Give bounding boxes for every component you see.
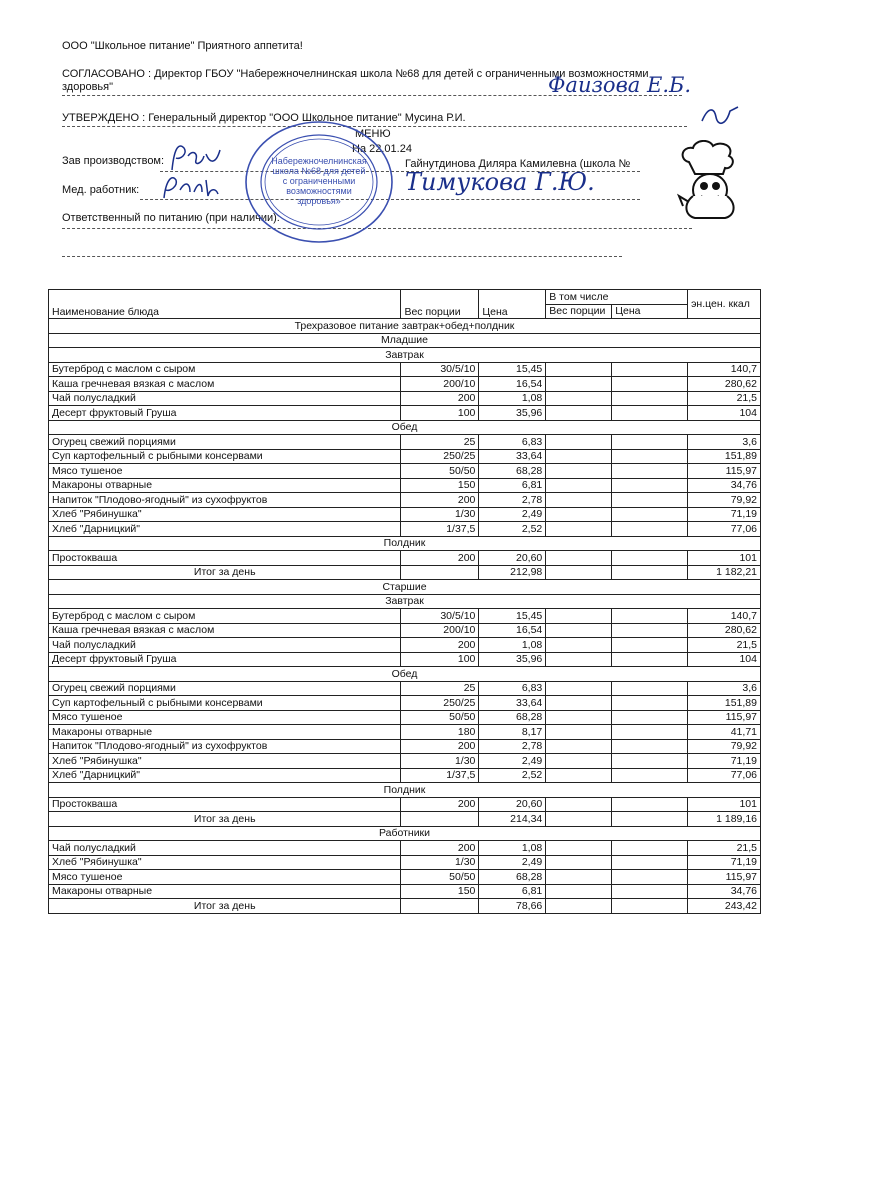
- approved-line: УТВЕРЖДЕНО : Генеральный директор "ООО Школьное питание" Мусина Р.И.: [62, 112, 466, 124]
- total-incl-price: [612, 565, 688, 580]
- incl-price: [612, 739, 688, 754]
- director-signature: Фаизова Е.Б.: [548, 73, 692, 97]
- school-stamp: [243, 120, 395, 245]
- dish-weight: 200: [401, 551, 479, 566]
- col-incl-price-header: Цена: [612, 304, 688, 319]
- dish-name: Хлеб "Рябинушка": [49, 507, 401, 522]
- dish-name: Бутерброд с маслом с сыром: [49, 362, 401, 377]
- dish-name: Простокваша: [49, 797, 401, 812]
- incl-price: [612, 551, 688, 566]
- incl-weight: [546, 739, 612, 754]
- incl-price: [612, 652, 688, 667]
- total-price: 214,34: [479, 812, 546, 827]
- dish-kcal: 115,97: [688, 464, 761, 479]
- incl-price: [612, 681, 688, 696]
- dish-name: Мясо тушеное: [49, 870, 401, 885]
- table-row: [49, 609, 761, 624]
- dish-name: Хлеб "Дарницкий": [49, 768, 401, 783]
- table-row: [49, 507, 761, 522]
- group-row: [49, 580, 761, 595]
- responsible-label: Ответственный по питанию (при наличии):: [62, 212, 280, 224]
- dish-kcal: 79,92: [688, 493, 761, 508]
- dish-price: 15,45: [479, 609, 546, 624]
- dish-weight: 180: [401, 725, 479, 740]
- dish-weight: 200: [401, 797, 479, 812]
- dish-price: 2,49: [479, 855, 546, 870]
- table-row: [49, 406, 761, 421]
- group-row: [49, 333, 761, 348]
- incl-price: [612, 435, 688, 450]
- table-row: [49, 739, 761, 754]
- dish-kcal: 3,6: [688, 435, 761, 450]
- dish-name: Бутерброд с маслом с сыром: [49, 609, 401, 624]
- total-kcal: 243,42: [688, 899, 761, 914]
- dish-kcal: 34,76: [688, 478, 761, 493]
- total-weight: [401, 812, 479, 827]
- dish-price: 6,83: [479, 681, 546, 696]
- dish-kcal: 21,5: [688, 841, 761, 856]
- incl-price: [612, 377, 688, 392]
- incl-weight: [546, 652, 612, 667]
- incl-weight: [546, 406, 612, 421]
- table-row: [49, 652, 761, 667]
- menu-title: МЕНЮ: [355, 128, 391, 140]
- incl-weight: [546, 522, 612, 537]
- org-line: ООО "Школьное питание" Приятного аппетита!: [62, 40, 303, 52]
- table-row: [49, 841, 761, 856]
- dish-name: Напиток "Плодово-ягодный" из сухофруктов: [49, 493, 401, 508]
- group-title: Работники: [49, 826, 761, 841]
- incl-price: [612, 507, 688, 522]
- meal-title: Обед: [49, 667, 761, 682]
- group-title: Младшие: [49, 333, 761, 348]
- dish-name: Чай полусладкий: [49, 841, 401, 856]
- dish-kcal: 140,7: [688, 362, 761, 377]
- dish-weight: 250/25: [401, 449, 479, 464]
- total-kcal: 1 182,21: [688, 565, 761, 580]
- table-row: [49, 870, 761, 885]
- meal-row: [49, 348, 761, 363]
- col-weight-header: Вес порции: [401, 290, 479, 319]
- med-signature: Тимукова Г.Ю.: [405, 168, 595, 196]
- dish-weight: 1/30: [401, 754, 479, 769]
- col-name-header: Наименование блюда: [49, 290, 401, 319]
- dish-weight: 25: [401, 435, 479, 450]
- dish-name: Десерт фруктовый Груша: [49, 652, 401, 667]
- dish-price: 68,28: [479, 464, 546, 479]
- dish-kcal: 151,89: [688, 449, 761, 464]
- dish-kcal: 3,6: [688, 681, 761, 696]
- dish-kcal: 115,97: [688, 870, 761, 885]
- group-title: Старшие: [49, 580, 761, 595]
- dish-name: Мясо тушеное: [49, 464, 401, 479]
- dish-weight: 200: [401, 739, 479, 754]
- dish-weight: 50/50: [401, 464, 479, 479]
- table-row: [49, 797, 761, 812]
- incl-weight: [546, 696, 612, 711]
- dish-weight: 50/50: [401, 710, 479, 725]
- incl-weight: [546, 768, 612, 783]
- agreed-line: СОГЛАСОВАНО : Директор ГБОУ "Набережночелнинская школа №68 для детей с ограниченными возможностями: [62, 68, 649, 80]
- incl-weight: [546, 884, 612, 899]
- dish-weight: 1/30: [401, 507, 479, 522]
- dish-name: Суп картофельный с рыбными консервами: [49, 696, 401, 711]
- dish-name: Каша гречневая вязкая с маслом: [49, 623, 401, 638]
- meal-title: Завтрак: [49, 594, 761, 609]
- med-label: Мед. работник:: [62, 184, 140, 196]
- dish-price: 68,28: [479, 710, 546, 725]
- dish-name: Огурец свежий порциями: [49, 681, 401, 696]
- dish-price: 1,08: [479, 391, 546, 406]
- dish-kcal: 71,19: [688, 754, 761, 769]
- dish-kcal: 77,06: [688, 522, 761, 537]
- total-row: [49, 812, 761, 827]
- table-row: [49, 768, 761, 783]
- dish-price: 2,52: [479, 522, 546, 537]
- dish-price: 2,78: [479, 739, 546, 754]
- dish-price: 33,64: [479, 449, 546, 464]
- col-price-header: Цена: [479, 290, 546, 319]
- incl-price: [612, 522, 688, 537]
- group-row: [49, 826, 761, 841]
- meal-row: [49, 667, 761, 682]
- dish-price: 15,45: [479, 362, 546, 377]
- incl-price: [612, 623, 688, 638]
- meal-title: Полдник: [49, 783, 761, 798]
- dish-weight: 100: [401, 406, 479, 421]
- dish-price: 20,60: [479, 797, 546, 812]
- total-weight: [401, 565, 479, 580]
- incl-price: [612, 609, 688, 624]
- total-price: 212,98: [479, 565, 546, 580]
- dish-price: 1,08: [479, 638, 546, 653]
- incl-price: [612, 855, 688, 870]
- incl-price: [612, 841, 688, 856]
- dish-name: Чай полусладкий: [49, 391, 401, 406]
- dish-kcal: 151,89: [688, 696, 761, 711]
- table-row: [49, 522, 761, 537]
- incl-weight: [546, 609, 612, 624]
- dish-kcal: 21,5: [688, 391, 761, 406]
- total-label: Итог за день: [49, 565, 401, 580]
- dish-weight: 250/25: [401, 696, 479, 711]
- incl-weight: [546, 362, 612, 377]
- col-incl-weight-header: Вес порции: [546, 304, 612, 319]
- incl-price: [612, 797, 688, 812]
- incl-weight: [546, 464, 612, 479]
- dish-price: 16,54: [479, 623, 546, 638]
- total-weight: [401, 899, 479, 914]
- dish-price: 6,83: [479, 435, 546, 450]
- incl-weight: [546, 435, 612, 450]
- total-incl-price: [612, 899, 688, 914]
- table-row: [49, 362, 761, 377]
- dish-name: Каша гречневая вязкая с маслом: [49, 377, 401, 392]
- meal-row: [49, 536, 761, 551]
- dish-price: 35,96: [479, 652, 546, 667]
- dish-weight: 1/37,5: [401, 522, 479, 537]
- dish-weight: 200: [401, 391, 479, 406]
- dish-weight: 150: [401, 884, 479, 899]
- dish-price: 35,96: [479, 406, 546, 421]
- dish-kcal: 280,62: [688, 377, 761, 392]
- dish-price: 16,54: [479, 377, 546, 392]
- table-row: [49, 855, 761, 870]
- dish-kcal: 104: [688, 406, 761, 421]
- dish-name: Макароны отварные: [49, 478, 401, 493]
- total-incl-weight: [546, 812, 612, 827]
- dish-kcal: 115,97: [688, 710, 761, 725]
- meal-row: [49, 783, 761, 798]
- table-header-row: [49, 290, 761, 305]
- total-incl-weight: [546, 899, 612, 914]
- chef-picture: [675, 140, 745, 220]
- dish-kcal: 41,71: [688, 725, 761, 740]
- table-row: [49, 551, 761, 566]
- incl-price: [612, 493, 688, 508]
- table-row: [49, 884, 761, 899]
- dish-weight: 30/5/10: [401, 362, 479, 377]
- table-row: [49, 623, 761, 638]
- incl-price: [612, 638, 688, 653]
- table-row: [49, 377, 761, 392]
- incl-weight: [546, 623, 612, 638]
- col-incl-header: В том числе: [546, 290, 688, 305]
- dish-price: 20,60: [479, 551, 546, 566]
- dish-weight: 1/37,5: [401, 768, 479, 783]
- incl-weight: [546, 507, 612, 522]
- total-row: [49, 565, 761, 580]
- incl-price: [612, 696, 688, 711]
- incl-price: [612, 754, 688, 769]
- menu-table: [48, 289, 761, 914]
- bottom-divider: [62, 256, 622, 257]
- table-row: [49, 710, 761, 725]
- dish-kcal: 77,06: [688, 768, 761, 783]
- approver-signature-mark: [700, 103, 740, 132]
- incl-weight: [546, 493, 612, 508]
- dish-name: Суп картофельный с рыбными консервами: [49, 449, 401, 464]
- incl-weight: [546, 638, 612, 653]
- table-row: [49, 681, 761, 696]
- dish-kcal: 140,7: [688, 609, 761, 624]
- dish-price: 6,81: [479, 884, 546, 899]
- dish-name: Простокваша: [49, 551, 401, 566]
- incl-price: [612, 710, 688, 725]
- dish-price: 2,52: [479, 768, 546, 783]
- meal-title: Завтрак: [49, 348, 761, 363]
- incl-weight: [546, 681, 612, 696]
- table-row: [49, 449, 761, 464]
- dish-kcal: 280,62: [688, 623, 761, 638]
- dish-price: 2,49: [479, 507, 546, 522]
- dish-price: 68,28: [479, 870, 546, 885]
- dish-price: 6,81: [479, 478, 546, 493]
- dish-price: 1,08: [479, 841, 546, 856]
- dish-name: Мясо тушеное: [49, 710, 401, 725]
- table-row: [49, 696, 761, 711]
- med-short-signature: [160, 170, 220, 208]
- incl-price: [612, 391, 688, 406]
- dish-kcal: 21,5: [688, 638, 761, 653]
- prod-head-name: Гайнутдинова Диляра Камилевна (школа №: [405, 158, 631, 170]
- dish-weight: 150: [401, 478, 479, 493]
- incl-weight: [546, 449, 612, 464]
- dish-name: Макароны отварные: [49, 725, 401, 740]
- meal-plan-label: Трехразовое питание завтрак+обед+полдник: [49, 319, 761, 334]
- meal-plan-row: [49, 319, 761, 334]
- total-incl-price: [612, 812, 688, 827]
- incl-weight: [546, 797, 612, 812]
- total-incl-weight: [546, 565, 612, 580]
- meal-row: [49, 420, 761, 435]
- dish-kcal: 71,19: [688, 855, 761, 870]
- dish-price: 33,64: [479, 696, 546, 711]
- incl-price: [612, 725, 688, 740]
- incl-weight: [546, 478, 612, 493]
- dish-price: 8,17: [479, 725, 546, 740]
- dish-kcal: 101: [688, 797, 761, 812]
- dish-weight: 100: [401, 652, 479, 667]
- dish-weight: 30/5/10: [401, 609, 479, 624]
- table-row: [49, 725, 761, 740]
- dish-weight: 50/50: [401, 870, 479, 885]
- dish-name: Десерт фруктовый Груша: [49, 406, 401, 421]
- meal-title: Полдник: [49, 536, 761, 551]
- total-label: Итог за день: [49, 812, 401, 827]
- dish-kcal: 34,76: [688, 884, 761, 899]
- incl-price: [612, 478, 688, 493]
- table-row: [49, 638, 761, 653]
- incl-price: [612, 464, 688, 479]
- dish-kcal: 101: [688, 551, 761, 566]
- incl-weight: [546, 754, 612, 769]
- total-row: [49, 899, 761, 914]
- menu-date: На 22.01.24: [352, 143, 412, 155]
- table-row: [49, 391, 761, 406]
- stamp-text: Набережночелнинская школа №68 для детей с ограниченными возможностями здоровья»: [271, 156, 367, 206]
- dish-price: 2,49: [479, 754, 546, 769]
- meal-row: [49, 594, 761, 609]
- dish-kcal: 104: [688, 652, 761, 667]
- dish-weight: 25: [401, 681, 479, 696]
- table-row: [49, 435, 761, 450]
- incl-weight: [546, 391, 612, 406]
- incl-weight: [546, 870, 612, 885]
- incl-weight: [546, 710, 612, 725]
- meal-title: Обед: [49, 420, 761, 435]
- dish-weight: 200: [401, 638, 479, 653]
- total-kcal: 1 189,16: [688, 812, 761, 827]
- dish-weight: 200/10: [401, 623, 479, 638]
- dish-name: Хлеб "Дарницкий": [49, 522, 401, 537]
- total-label: Итог за день: [49, 899, 401, 914]
- incl-price: [612, 449, 688, 464]
- dish-name: Чай полусладкий: [49, 638, 401, 653]
- incl-weight: [546, 551, 612, 566]
- dish-name: Хлеб "Рябинушка": [49, 855, 401, 870]
- incl-weight: [546, 841, 612, 856]
- total-price: 78,66: [479, 899, 546, 914]
- dish-price: 2,78: [479, 493, 546, 508]
- dish-name: Макароны отварные: [49, 884, 401, 899]
- dish-weight: 200: [401, 493, 479, 508]
- dish-kcal: 79,92: [688, 739, 761, 754]
- prod-head-label: Зав производством:: [62, 155, 165, 167]
- incl-price: [612, 406, 688, 421]
- table-row: [49, 493, 761, 508]
- table-row: [49, 464, 761, 479]
- incl-price: [612, 870, 688, 885]
- dish-weight: 1/30: [401, 855, 479, 870]
- incl-price: [612, 768, 688, 783]
- dish-name: Хлеб "Рябинушка": [49, 754, 401, 769]
- table-row: [49, 478, 761, 493]
- dish-weight: 200/10: [401, 377, 479, 392]
- agreed-line-cont: здоровья": [62, 81, 114, 93]
- incl-weight: [546, 855, 612, 870]
- incl-price: [612, 884, 688, 899]
- incl-weight: [546, 725, 612, 740]
- dish-kcal: 71,19: [688, 507, 761, 522]
- dish-name: Огурец свежий порциями: [49, 435, 401, 450]
- col-energy-header: эн.цен. ккал: [688, 290, 761, 319]
- incl-weight: [546, 377, 612, 392]
- dish-name: Напиток "Плодово-ягодный" из сухофруктов: [49, 739, 401, 754]
- dish-weight: 200: [401, 841, 479, 856]
- incl-price: [612, 362, 688, 377]
- table-row: [49, 754, 761, 769]
